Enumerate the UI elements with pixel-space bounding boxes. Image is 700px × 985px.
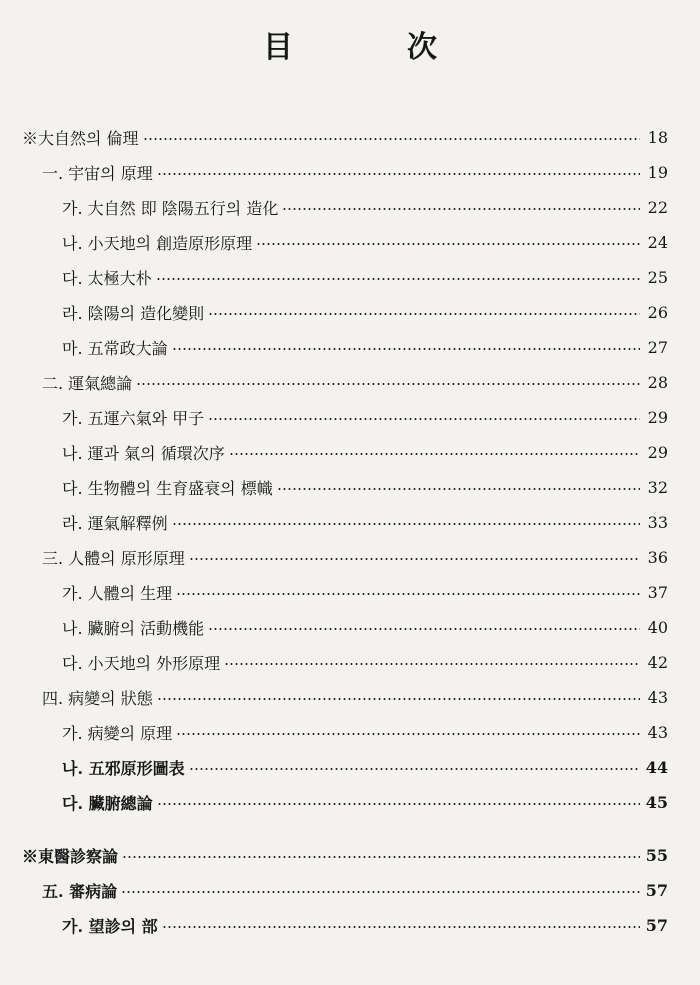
entry-title: 다. 臟腑總論 [62, 793, 153, 813]
entry-title: 다. 生物體의 生育盛衰의 標幟 [62, 478, 273, 498]
toc-entry [62, 297, 668, 327]
dot-leader [208, 313, 640, 315]
entry-title: ※東醫診察論 [22, 846, 119, 866]
entry-title: 다. 小天地의 外形原理 [62, 653, 221, 673]
toc-entry [62, 472, 668, 502]
dot-leader [277, 488, 640, 490]
entry-title: 二. 運氣總論 [42, 373, 133, 393]
toc-entry [22, 840, 668, 870]
entry-page-number: 24 [647, 232, 668, 252]
dot-leader [157, 698, 640, 700]
entry-page-number: 55 [645, 845, 668, 865]
entry-page-number: 22 [647, 197, 668, 217]
dot-leader [256, 243, 640, 245]
toc-entry [62, 332, 668, 362]
toc-entry [62, 262, 668, 292]
toc-entry [22, 122, 668, 152]
entry-page-number: 28 [647, 372, 668, 392]
entry-title: 라. 運氣解釋例 [62, 513, 168, 533]
toc-entry [62, 402, 668, 432]
dot-leader [122, 856, 640, 858]
dot-leader [208, 418, 640, 420]
dot-leader [189, 768, 640, 770]
toc-entry [62, 507, 668, 537]
dot-leader [156, 278, 640, 280]
entry-title: 가. 人體의 生理 [62, 583, 173, 603]
entry-page-number: 25 [647, 267, 668, 287]
toc-entry [62, 437, 668, 467]
toc-entry [42, 875, 668, 905]
entry-page-number: 33 [647, 512, 668, 532]
toc-entry [62, 192, 668, 222]
entry-title: 나. 五邪原形圖表 [62, 758, 185, 778]
toc-entry [62, 577, 668, 607]
toc-entry [62, 910, 668, 940]
dot-leader [208, 628, 640, 630]
entry-page-number: 43 [647, 722, 668, 742]
toc-entry [62, 717, 668, 747]
dot-leader [121, 891, 640, 893]
dot-leader [162, 926, 640, 928]
toc-entry [62, 612, 668, 642]
entry-page-number: 36 [647, 547, 668, 567]
entry-page-number: 26 [647, 302, 668, 322]
dot-leader [229, 453, 640, 455]
entry-page-number: 29 [647, 442, 668, 462]
toc-entry [42, 157, 668, 187]
entry-page-number: 43 [647, 687, 668, 707]
toc-entry [42, 682, 668, 712]
dot-leader [136, 383, 640, 385]
dot-leader [172, 348, 640, 350]
entry-page-number: 29 [647, 407, 668, 427]
entry-title: 나. 運과 氣의 循環次序 [62, 443, 225, 463]
entry-page-number: 44 [645, 757, 668, 777]
entry-title: 가. 病變의 原理 [62, 723, 173, 743]
dot-leader [189, 558, 640, 560]
entry-title: 마. 五常政大論 [62, 338, 168, 358]
toc-entry [62, 787, 668, 817]
entry-title: 나. 臟腑의 活動機能 [62, 618, 205, 638]
dot-leader [143, 138, 640, 140]
toc-entry [62, 227, 668, 257]
entry-title: 五. 審病論 [42, 881, 118, 901]
dot-leader [157, 173, 640, 175]
entry-page-number: 45 [645, 792, 668, 812]
dot-leader [172, 523, 640, 525]
toc-entry [42, 367, 668, 397]
dot-leader [224, 663, 640, 665]
dot-leader [176, 593, 640, 595]
entry-title: 가. 大自然 即 陰陽五行의 造化 [62, 198, 279, 218]
entry-page-number: 57 [645, 880, 668, 900]
entry-page-number: 42 [647, 652, 668, 672]
entry-title: 나. 小天地의 創造原形原理 [62, 233, 253, 253]
entry-title: 四. 病變의 狀態 [42, 688, 153, 708]
entry-title: 다. 太極大朴 [62, 268, 152, 288]
entry-title: 一. 宇宙의 原理 [42, 163, 153, 183]
entry-title: ※大自然의 倫理 [22, 128, 139, 148]
entry-title: 라. 陰陽의 造化變則 [62, 303, 205, 323]
entry-page-number: 32 [647, 477, 668, 497]
entry-page-number: 18 [647, 127, 668, 147]
entry-page-number: 19 [647, 162, 668, 182]
toc-entry [62, 647, 668, 677]
entry-title: 三. 人體의 原形原理 [42, 548, 185, 568]
entry-page-number: 57 [645, 915, 668, 935]
entry-title: 가. 五運六氣와 甲子 [62, 408, 205, 428]
entry-page-number: 37 [647, 582, 668, 602]
dot-leader [282, 208, 640, 210]
entry-page-number: 27 [647, 337, 668, 357]
page-title: 目 次 [263, 30, 479, 65]
entry-title: 가. 望診의 部 [62, 916, 158, 936]
toc-entry [42, 542, 668, 572]
entry-page-number: 40 [647, 617, 668, 637]
dot-leader [157, 803, 640, 805]
toc-entry [62, 752, 668, 782]
dot-leader [176, 733, 640, 735]
